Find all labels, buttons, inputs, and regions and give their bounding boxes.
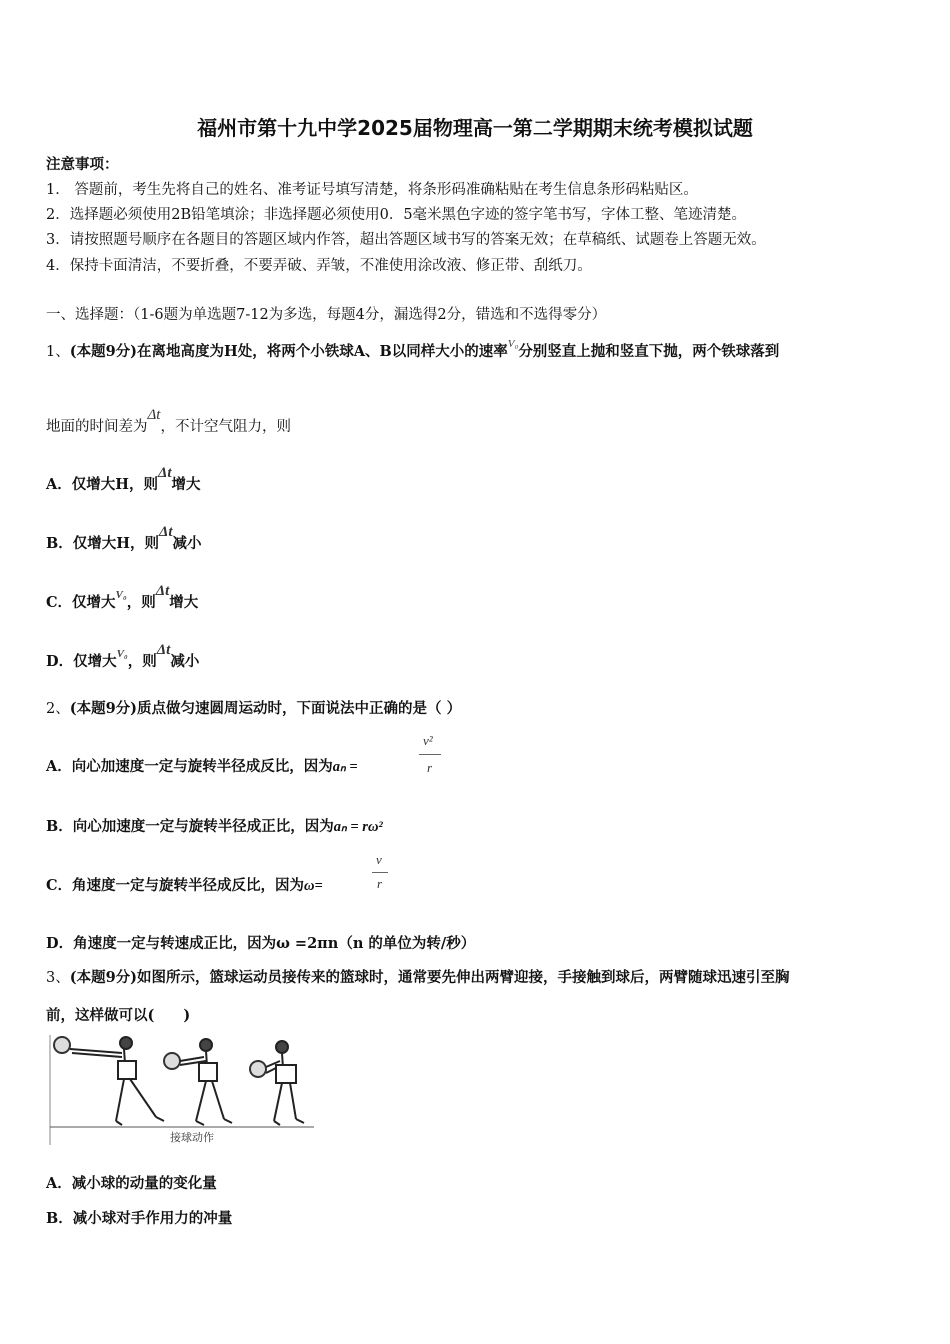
option-text: 仅增大H，则 <box>71 476 158 493</box>
q1-option-d[interactable] <box>46 642 200 671</box>
section-heading: 一、选择题：（1-6题为单选题7-12为多选，每题4分，漏选得2分，错选和不选得零分） <box>46 307 607 323</box>
q3-score: (本题9分) <box>69 969 138 986</box>
basketball-catch-figure <box>46 1033 316 1145</box>
notice-item-2: 2．选择题必须使用2B铅笔填涂；非选择题必须使用0．5毫米黑色字迹的签字笔书写，字体工整、笔迹清楚。 <box>46 207 747 223</box>
dt-symbol: Δt <box>157 465 172 481</box>
q3-number: 3、 <box>46 970 70 986</box>
ball-icon <box>164 1053 180 1069</box>
option-label: C． <box>46 877 73 894</box>
option-text: ，则 <box>126 594 156 611</box>
option-text: 减小 <box>172 535 202 552</box>
figure-caption: 接球动作 <box>170 1131 214 1144</box>
fraction-denominator: r <box>427 760 433 775</box>
dt-symbol: Δt <box>158 524 173 540</box>
option-text: （n 的单位为转/秒） <box>338 935 476 952</box>
q1-line-2 <box>46 407 291 436</box>
q1-option-a[interactable] <box>46 465 201 494</box>
option-label: A． <box>46 476 72 493</box>
q1-text-a: 在离地高度为H处，将两个小铁球A、B以同样大小的速率 <box>137 343 508 360</box>
option-label: A． <box>46 1175 72 1192</box>
fraction-numerator: v <box>376 852 382 867</box>
notice-item-4: 4．保持卡面清洁，不要折叠，不要弄破、弄皱，不准使用涂改液、修正带、刮纸刀。 <box>46 258 592 274</box>
notice-item-1: 1． 答题前，考生先将自己的姓名、准考证号填写清楚，将条形码准确粘贴在考生信息条形码粘贴区。 <box>46 182 698 198</box>
q2-score: (本题9分) <box>69 700 138 717</box>
q1-text-c: 地面的时间差为 <box>46 419 148 435</box>
formula: ω =2πn <box>276 935 339 952</box>
ball-icon <box>250 1061 266 1077</box>
option-text: 增大 <box>171 476 201 493</box>
option-text: 减小球的动量的变化量 <box>71 1175 217 1192</box>
option-text: 仅增大 <box>73 653 117 670</box>
player-figure-3 <box>250 1041 304 1125</box>
q1-number: 1、 <box>46 344 70 360</box>
q2-stem <box>46 697 461 718</box>
option-text: 角速度一定与转速成正比，因为 <box>73 935 277 952</box>
option-text: 角速度一定与旋转半径成反比，因为 <box>72 877 305 894</box>
option-text: 减小球对手作用力的冲量 <box>72 1210 233 1227</box>
option-label: B． <box>46 1210 73 1227</box>
q2-text: 质点做匀速圆周运动时，下面说法中正确的是（ ） <box>137 700 462 717</box>
q3-text-a: 如图所示，篮球运动员接传来的篮球时，通常要先伸出两臂迎接，手接触到球后，两臂随球迅速引至胸 <box>137 969 790 986</box>
fraction-bar <box>372 872 388 873</box>
option-text: 向心加速度一定与旋转半径成正比，因为 <box>72 818 334 835</box>
q2-number: 2、 <box>46 701 70 717</box>
q3-line-2: 前，这样做可以( ) <box>46 1007 191 1024</box>
q3-line-1 <box>46 966 790 987</box>
notice-heading: 注意事项： <box>46 156 119 173</box>
page-title: 福州市第十九中学2025届物理高一第二学期期末统考模拟试题 <box>197 116 753 140</box>
option-label: C． <box>46 594 73 611</box>
formula: aₙ = rω² <box>333 819 383 835</box>
dt-symbol: Δt <box>156 642 171 658</box>
q2-option-c[interactable] <box>46 874 323 895</box>
option-text: 减小 <box>170 653 200 670</box>
player-figure-1 <box>54 1037 164 1125</box>
q1-text-b: 分别竖直上抛和竖直下抛，两个铁球落到 <box>518 343 780 360</box>
option-label: D． <box>46 935 74 952</box>
option-label: A． <box>46 758 72 775</box>
option-text: ，则 <box>127 653 157 670</box>
q1-line-1 <box>46 340 779 361</box>
q1-text-d: ，不计空气阻力，则 <box>160 419 291 435</box>
q3-option-a[interactable] <box>46 1172 217 1193</box>
formula: aₙ = <box>332 759 358 775</box>
dt-symbol: Δt <box>155 583 170 599</box>
dt-symbol: Δt <box>147 407 161 423</box>
option-label: B． <box>46 818 73 835</box>
fraction-bar <box>419 754 441 755</box>
q1-option-b[interactable] <box>46 524 202 553</box>
q2-option-b[interactable] <box>46 815 383 836</box>
option-label: D． <box>46 653 74 670</box>
q1-score: (本题9分) <box>69 343 138 360</box>
q1-option-c[interactable] <box>46 583 199 612</box>
q2-option-d[interactable] <box>46 932 475 953</box>
v0-symbol: V₀ <box>507 338 519 350</box>
option-text: 增大 <box>169 594 199 611</box>
q3-option-b[interactable] <box>46 1207 232 1228</box>
option-label: B． <box>46 535 73 552</box>
v0-symbol: V₀ <box>116 648 128 660</box>
fraction-numerator: v² <box>423 733 433 748</box>
ball-icon <box>54 1037 70 1053</box>
option-text: 仅增大H，则 <box>72 535 159 552</box>
fraction-denominator: r <box>377 876 383 891</box>
player-figure-2 <box>164 1039 232 1125</box>
q2-option-a[interactable] <box>46 755 358 776</box>
option-text: 仅增大 <box>72 594 116 611</box>
notice-item-3: 3．请按照题号顺序在各题目的答题区域内作答，超出答题区域书写的答案无效；在草稿纸、试题卷上答题无效。 <box>46 232 766 248</box>
option-text: 向心加速度一定与旋转半径成反比，因为 <box>71 758 333 775</box>
v0-symbol: V₀ <box>115 589 127 601</box>
formula: ω= <box>304 878 323 894</box>
